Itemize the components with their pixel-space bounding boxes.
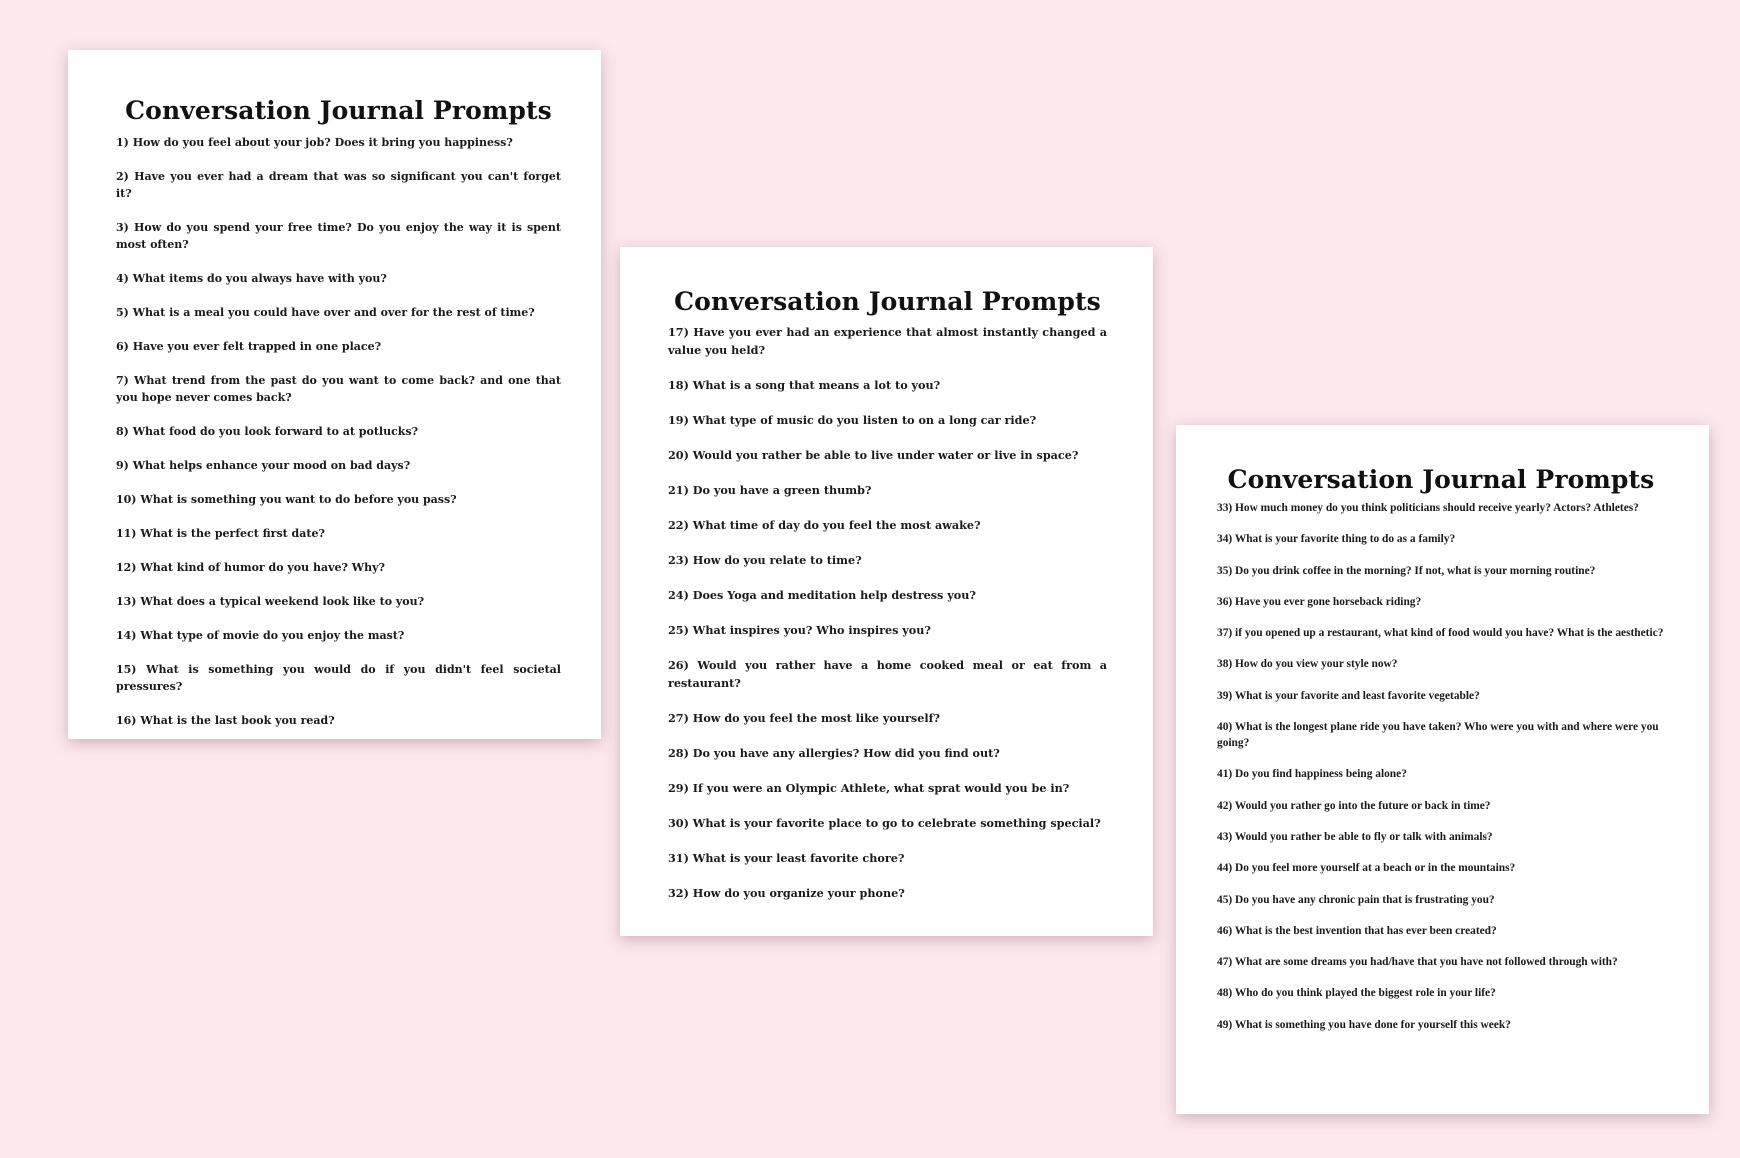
prompt-item: 49) What is something you have done for yourself this week? bbox=[1217, 1018, 1511, 1031]
prompt-item: 27) How do you feel the most like yourself? bbox=[668, 711, 940, 725]
prompt-item: 4) What items do you always have with you? bbox=[116, 272, 387, 285]
prompt-item: 31) What is your least favorite chore? bbox=[668, 851, 905, 865]
prompt-item: 12) What kind of humor do you have? Why? bbox=[116, 561, 385, 574]
prompt-item: 46) What is the best invention that has ever been created? bbox=[1217, 924, 1497, 937]
page-title: Conversation Journal Prompts bbox=[125, 96, 552, 125]
prompt-item: 45) Do you have any chronic pain that is frustrating you? bbox=[1217, 893, 1495, 906]
prompt-item: 38) How do you view your style now? bbox=[1217, 658, 1398, 671]
prompt-item: 23) How do you relate to time? bbox=[668, 553, 862, 567]
prompt-item: 9) What helps enhance your mood on bad days? bbox=[116, 459, 411, 472]
prompt-item: 39) What is your favorite and least favorite vegetable? bbox=[1217, 689, 1480, 702]
prompt-item: 18) What is a song that means a lot to you? bbox=[668, 378, 941, 392]
prompt-item: 48) Who do you think played the biggest role in your life? bbox=[1217, 987, 1496, 1000]
prompt-item: 3) How do you spend your free time? Do you enjoy the way it is spent most often? bbox=[116, 221, 561, 251]
prompt-item: 40) What is the longest plane ride you have taken? Who were you with and where were you going? bbox=[1217, 721, 1659, 750]
prompt-item: 10) What is something you want to do before you pass? bbox=[116, 493, 457, 506]
prompt-item: 17) Have you ever had an experience that almost instantly changed a value you held? bbox=[668, 325, 1107, 357]
prompt-item: 1) How do you feel about your job? Does it bring you happiness? bbox=[116, 136, 513, 149]
prompt-item: 21) Do you have a green thumb? bbox=[668, 483, 872, 497]
prompt-item: 7) What trend from the past do you want to come back? and one that you hope never comes back? bbox=[116, 374, 561, 404]
prompt-item: 28) Do you have any allergies? How did you find out? bbox=[668, 746, 1000, 760]
prompt-item: 42) Would you rather go into the future or back in time? bbox=[1217, 799, 1491, 812]
prompt-item: 19) What type of music do you listen to on a long car ride? bbox=[668, 413, 1037, 427]
prompt-item: 22) What time of day do you feel the most awake? bbox=[668, 518, 981, 532]
prompt-item: 24) Does Yoga and meditation help destress you? bbox=[668, 588, 976, 602]
prompt-item: 13) What does a typical weekend look like to you? bbox=[116, 595, 425, 608]
prompt-item: 30) What is your favorite place to go to celebrate something special? bbox=[668, 816, 1101, 830]
prompt-item: 29) If you were an Olympic Athlete, what sprat would you be in? bbox=[668, 781, 1070, 795]
prompt-item: 37) if you opened up a restaurant, what kind of food would you have? What is the aesthetic? bbox=[1217, 627, 1664, 640]
prompt-item: 26) Would you rather have a home cooked meal or eat from a restaurant? bbox=[668, 658, 1107, 690]
prompt-item: 20) Would you rather be able to live under water or live in space? bbox=[668, 448, 1079, 462]
prompt-item: 47) What are some dreams you had/have that you have not followed through with? bbox=[1217, 956, 1618, 969]
prompt-item: 8) What food do you look forward to at potlucks? bbox=[116, 425, 419, 438]
prompt-item: 32) How do you organize your phone? bbox=[668, 886, 905, 900]
prompt-list bbox=[1217, 500, 1665, 1033]
prompt-item: 44) Do you feel more yourself at a beach or in the mountains? bbox=[1217, 862, 1516, 875]
prompt-item: 41) Do you find happiness being alone? bbox=[1217, 768, 1407, 781]
page-title: Conversation Journal Prompts bbox=[674, 287, 1101, 316]
prompt-item: 35) Do you drink coffee in the morning? If not, what is your morning routine? bbox=[1217, 564, 1596, 577]
prompt-item: 2) Have you ever had a dream that was so significant you can't forget it? bbox=[116, 170, 561, 200]
prompt-item: 33) How much money do you think politicians should receive yearly? Actors? Athletes? bbox=[1217, 502, 1639, 514]
prompt-item: 14) What type of movie do you enjoy the mast? bbox=[116, 629, 405, 642]
prompt-item: 6) Have you ever felt trapped in one place? bbox=[116, 340, 382, 353]
prompt-item: 43) Would you rather be able to fly or talk with animals? bbox=[1217, 830, 1493, 843]
prompt-item: 15) What is something you would do if you didn't feel societal pressures? bbox=[116, 663, 561, 693]
prompt-item: 5) What is a meal you could have over and over for the rest of time? bbox=[116, 306, 535, 319]
journal-page-1 bbox=[68, 50, 601, 739]
journal-page-3 bbox=[1176, 425, 1709, 1114]
prompt-item: 34) What is your favorite thing to do as a family? bbox=[1217, 533, 1456, 546]
prompt-list bbox=[668, 323, 1107, 902]
prompt-item: 25) What inspires you? Who inspires you? bbox=[668, 623, 931, 637]
prompt-item: 11) What is the perfect first date? bbox=[116, 527, 325, 540]
page-title: Conversation Journal Prompts bbox=[1227, 465, 1655, 494]
prompt-list bbox=[116, 134, 561, 729]
prompt-item: 16) What is the last book you read? bbox=[116, 714, 335, 727]
prompt-item: 36) Have you ever gone horseback riding? bbox=[1217, 595, 1422, 608]
journal-page-2 bbox=[620, 247, 1153, 936]
